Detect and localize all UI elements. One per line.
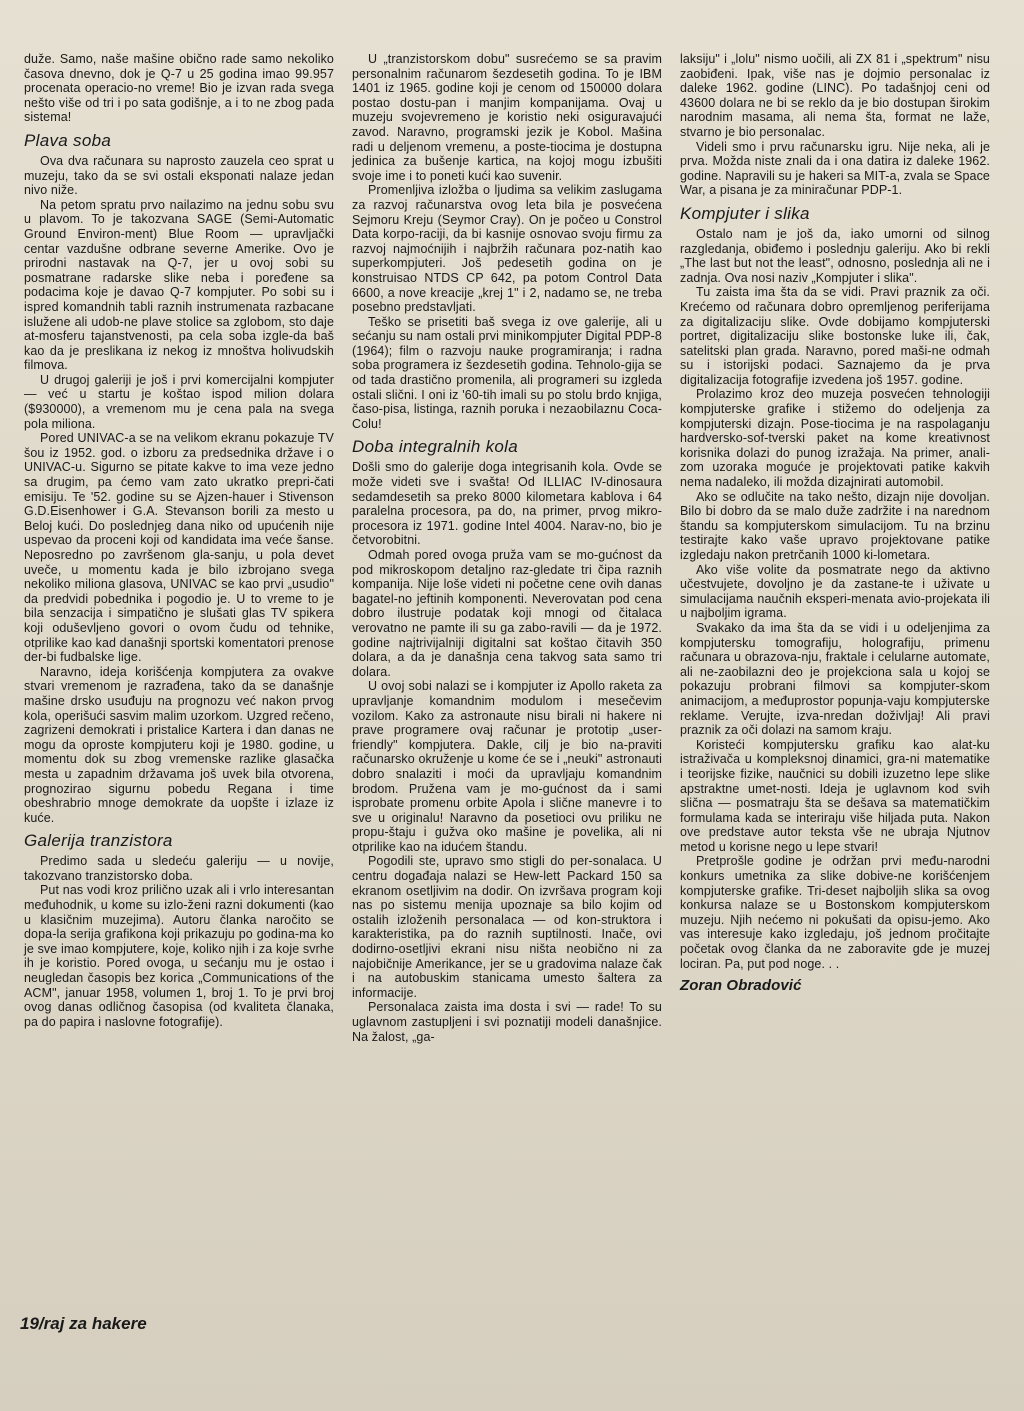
page-footer: 19/raj za hakere bbox=[20, 1314, 147, 1333]
paragraph: Predimo sada u sledeću galeriju — u novije, takozvano tranzistorsko doba. bbox=[24, 854, 334, 883]
paragraph: Naravno, ideja korišćenja kompjutera za ovakve stvari vremenom je razrađena, tako da se današnje mašine drsko usuđuju na prognozu već nakon prvog kola, operišući sasvim malim uzorkom. Uzgred rečeno, zagrizeni demokrati i pristalice Kartera i dan danas ne mogu da oproste kompjuteru koji je 1980. godine, u momentu dok su zbog vremenske razlike glasačka mesta u zapadnim državama još uvek bila otvorena, prognozirao sigurnu pobedu Regana i time obeshrabrio mnoge demokrate da uopšte i izlaze iz kuće. bbox=[24, 664, 334, 825]
paragraph: laksiju" i „lolu" nismo uočili, ali ZX 81 i „spektrum" nisu zaobiđeni. Ipak, više nas je dojmio personalac iz daleke 1962. godine (LINC). Po tadašnjoj ceni od 43600 dolara ne bi se reklo da je bio dostupan širokim narodnim masama, ali nema šta, format ne laže, stvarno je bio personalac. bbox=[680, 52, 990, 139]
paragraph: Personalaca zaista ima dosta i svi — rade! To su uglavnom zastupljeni i svi poznatiji modeli današnjice. Na žalost, „ga- bbox=[352, 1000, 662, 1044]
column-3 bbox=[680, 52, 990, 994]
paragraph: Svakako da ima šta da se vidi i u odeljenjima za kompjutersku tomografiju, holografiju, primenu računara u obrazova-nju, fraktale i celularne automate, ali ne-zaobilazni deo je projekciona sala u kojoj se pokazuju probrani filmovi sa kompjuter-skom animacijom, a međuprostor popunja-vaju kompjuterske reklame. Verujte, izva-nredan doživljaj! Ali pravi praznik za oči dolazi na samom kraju. bbox=[680, 620, 990, 738]
paragraph: Ako više volite da posmatrate nego da aktivno učestvujete, dovoljno je da zastane-te i uživate u simulacijama naučnih eksperi-menata avio-projekata ili u najboljim igrama. bbox=[680, 562, 990, 621]
paragraph: Ostalo nam je još da, iako umorni od silnog razgledanja, obiđemo i poslednju galeriju. Ako bi rekli „The last but not the least", odnosno, poslednja ali ne i zadnja. Ova nosi naziv „Kompjuter i slika". bbox=[680, 226, 990, 285]
author-byline: Zoran Obradović bbox=[680, 977, 802, 995]
section-heading-galerija-tranzistora: Galerija tranzistora bbox=[24, 831, 173, 851]
paragraph: Na petom spratu prvo nailazimo na jednu sobu svu u plavom. To je takozvana SAGE (Semi-Automatic Ground Environ-ment) Blue Room — upravljački centar vazdušne odbrane severne Amerike. Ovo je prirodni nastavak na Q-7, jer u ovoj sobi su posmatrane radarske slike neba i poređene sa podacima koje je davao Q-7 kompjuter. Po sobi su i ispred komandnih tabli raznih instrumenata razbacane islužene ali udob-ne plave stolice sa zglobom, sto daje at-mosferu tajanstvenosti, pa cela soba izgle-da baš kao da je preslikana iz nekog iz mnoštva holivudskih filmova. bbox=[24, 197, 334, 373]
paragraph: U ovoj sobi nalazi se i kompjuter iz Apollo raketa za upravljanje komandnim modulom i mesečevim vozilom. Kako za astronaute nisu birali ni hakere ni prave programere ovaj računar je prototip „user-friendly" kompjutera. Dakle, cilj je bio na-praviti računarsko okruženje u kome će se i „neuki" astronauti dobro snalaziti i moći da upravljaju komandnim brodom. Pružena vam je mo-gućnost da i sami isprobate promenu orbite Apola i slične manevre i to sve u originalu! Naravno da posetioci ovu priliku ne propu-štaju i gužva oko mašine je povelika, ali ni otprilike kao na idućem štandu. bbox=[352, 679, 662, 854]
paragraph: Put nas vodi kroz prilično uzak ali i vrlo interesantan međuhodnik, u kome su izlo-ženi razni dokumenti (kao u klasičnim muzejima). Autoru članka naročito se dopa-la serija grafikona koji prikazuju po godina-ma ko je sve imao kompjutere, koje, koliko njih i za koje svrhe ih je koristio. Pored ovoga, u sećanju mu je ostao i neugledan časopis bez korica „Communications of the ACM", januar 1958, volumen 1, broj 1. To je prvi broj ovog danas odličnog časopisa (od kvaliteta članaka, pa do papira i naslovne fotografije). bbox=[24, 883, 334, 1029]
section-heading-kompjuter-i-slika: Kompjuter i slika bbox=[680, 203, 810, 223]
column-2 bbox=[352, 52, 662, 1044]
paragraph: Ova dva računara su naprosto zauzela ceo sprat u muzeju, tako da se svi ostali eksponati nalaze jedan nivo niže. bbox=[24, 153, 334, 198]
paragraph: Pored UNIVAC-a se na velikom ekranu pokazuje TV šou iz 1952. god. o izboru za predsednika države i o UNIVAC-u. Sigurno se pitate kakve to ima veze jedno sa drugim, pa ćemo vam zato ukratko prepri-čati emisiju. Te '52. godine su se Ajzen-hauer i Stivenson G.D.Eisenhower i G.A. Stevanson borili za mesto u Beloj kući. Do poslednjeg dana niko od upućenih nije uspevao da proceni koji od kandidata ima veće šanse. Neposredno po završenom gla-sanju, u pola devet uveče, u momentu kada je bilo izbrojano svega nekoliko miliona glasova, UNIVAC se kao prvi „usudio" da predvidi pobednika i pogodio je. U to vreme to je bila senzacija i simpatično je slušati glas TV spikera koji oduševljeno govori o ovom čudu od tehnike, otprilike kao kad današnji sportski komentatori prenose der-bi fudbalske lige. bbox=[24, 431, 334, 665]
column-1 bbox=[24, 52, 334, 1029]
paragraph: Došli smo do galerije doga integrisanih kola. Ovde se može videti sve i svašta! Od ILLIAC IV-dinosaura sedamdesetih sa preko 8000 kilometara kablova i 64 paralelna procesora, pa do, na primer, prvog mikro-procesora iz 1971. godine Intel 4004. Narav-no, bio je četvorobitni. bbox=[352, 460, 662, 548]
paragraph: Odmah pored ovoga pruža vam se mo-gućnost da pod mikroskopom detaljno raz-gledate tri čipa raznih kompanija. Nije loše videti ni početne cene ovih danas bagatel-no jeftinih komponenti. Neverovatan pod cena dobro ilustruje podatak koji mnogi od čitalaca verovatno ne pamte ili su ga zabo-ravili — da je 1972. godine najtrivijalniji digitalni sat koštao čitavih 350 dolara, a da je današnja cena takvog sata samo tri dolara. bbox=[352, 548, 662, 679]
paragraph: duže. Samo, naše mašine obično rade samo nekoliko časova dnevno, dok je Q-7 u 25 godina imao 99.957 procenata operacio-no vreme! Bio je izvan rada svega nešto više od tri i po sata godišnje, a i to ne zbog pada sistema! bbox=[24, 52, 334, 125]
paragraph: Prolazimo kroz deo muzeja posvećen tehnologiji kompjuterske grafike i stižemo do odeljenja za kompjuterski dizajn. Pose-tiocima je na raspolaganju hardversko-sof-tverski paket na kome kreativnost korisnika dolazi do punog izražaja. Na primer, anali-zom uzoraka moguće je projektovati patike kakvih nema nadaleko, ili možda dizajnirati automobil. bbox=[680, 387, 990, 490]
section-heading-doba-integralnih-kola: Doba integralnih kola bbox=[352, 437, 519, 457]
paragraph: Ako se odlučite na tako nešto, dizajn nije dovoljan. Bilo bi dobro da se malo duže zadržite i na narednom štandu sa kompjuterskom simulacijom. Tu na brzinu testirajte kako vaše upravo projektovane patike izgledaju nakon pretrčanih 1000 ki-lometara. bbox=[680, 489, 990, 562]
paragraph: Videli smo i prvu računarsku igru. Nije neka, ali je prva. Možda niste znali da i ona datira iz daleke 1962. godine. Napravili su je hakeri sa MIT-a, zvala se Space War, a pisana je za miniračunar PDP-1. bbox=[680, 139, 990, 198]
paragraph: U drugoj galeriji je još i prvi komercijalni kompjuter — već u startu je koštao ispod milion dolara ($930000), a vremenom mu je cena pala na svega pola miliona. bbox=[24, 372, 334, 431]
paragraph: U „tranzistorskom dobu" susrećemo se sa pravim personalnim računarom šezdesetih godina. To je IBM 1401 iz 1965. godine koji je cenom od 150000 dolara postao dostu-pan i manjim kompanijama. Ovaj u muzeju svojevremeno je koristio neki osiguravajući zavod. Naravno, programski jezik je Kobol. Mašina radi u deljenom vremenu, a poste-tiocima je dostupna jedinica za bušenje kartica, na kojoj mogu izbušiti svoje ime i to poneti kući kao suvenir. bbox=[352, 52, 662, 183]
paragraph: Pogodili ste, upravo smo stigli do per-sonalaca. U centru događaja nalazi se Hew-lett Packard 150 sa ekranom osetljivim na dodir. On izvršava program koji nas po sistemu menija upoznaje sa bilo kojim od ostalih izloženih personalaca — od kon-struktora i karakteristika, pa do raznih suptilnosti. Inače, ovi dodirno-osetljivi ekrani nisu ništa neobično ni za najobičnije Amerikance, jer se u gradovima nalaze čak i na autobuskim stanicama umesto šaltera za informacije. bbox=[352, 854, 662, 1000]
paragraph: Koristeći kompjutersku grafiku kao alat-ku istraživača u kompleksnoj dinamici, gra-ni matematike i teorijske fizike, naučnici su dobili izuzetno lepe slike apstraktne umet-nosti. Ideja je uglavnom kod svih slična — posmatraju šta se dešava sa matematičkim formulama kada se interiraju više hiljada puta. Nakon ove predstave autor teksta vše ne ubraja Njutnov metod u korisne nego u lepe stvari! bbox=[680, 737, 990, 854]
paragraph: Teško se prisetiti baš svega iz ove galerije, ali u sećanju su nam ostali prvi minikompjuter Digital PDP-8 (1964); film o razvoju nauke programiranja; i radna soba programera iz šezdesetih godina. Tehnolo-gija se od tada drastično promenila, ali programeri su izgleda ostali slični. I oni iz '60-tih imali su po stolu brdo knjiga, časo-pisa, listinga, raznih poruka i nezaobilaznu Coca-Colu! bbox=[352, 314, 662, 431]
paragraph: Promenljiva izložba o ljudima sa velikim zaslugama za razvoj računarstva ovog leta bila je posvećena Sejmoru Kreju (Seymor Cray). On je počeo u Constrol Data korpo-raciji, da bi kasnije osnovao svoju firmu za razvoj najmoćnijih i najbržih računara poz-natih kao superkompjuteri. Još pedesetih godina on je konstruisao NTDS CP 642, pa potom Control Data 6600, a nove kreacije „krej 1" i 2, nadamo se, ne treba posebno predstavljati. bbox=[352, 183, 662, 315]
section-heading-plava-soba: Plava soba bbox=[24, 130, 112, 150]
paragraph: Tu zaista ima šta da se vidi. Pravi praznik za oči. Krećemo od računara dobro opremljenog periferijama za digitalizaciju slike. Ovde dobijamo kompjuterski portret, digitalizaciju slike bostonske luke ili, čak, satelitski plan grada. Naravno, pored maši-ne odmah su i istorijski podaci. Saznajemo da je prva digitalizacija fotografije izvedena još 1957. godine. bbox=[680, 285, 990, 387]
paragraph: Pretprošle godine je održan prvi među-narodni konkurs umetnika za slike dobive-ne korišćenjem kompjuterske grafike. Tri-deset najboljih slika sa ovog konkursa nalaze se u Bostonskom kompjuterskom muzeju. Njih nećemo ni pokušati da opisu-jemo. Ako vas interesuje kako izgledaju, još jednom pročitajte početak ovog članka da ne zaboravite gde je muzej lociran. Pa, put pod noge. . . bbox=[680, 854, 990, 971]
